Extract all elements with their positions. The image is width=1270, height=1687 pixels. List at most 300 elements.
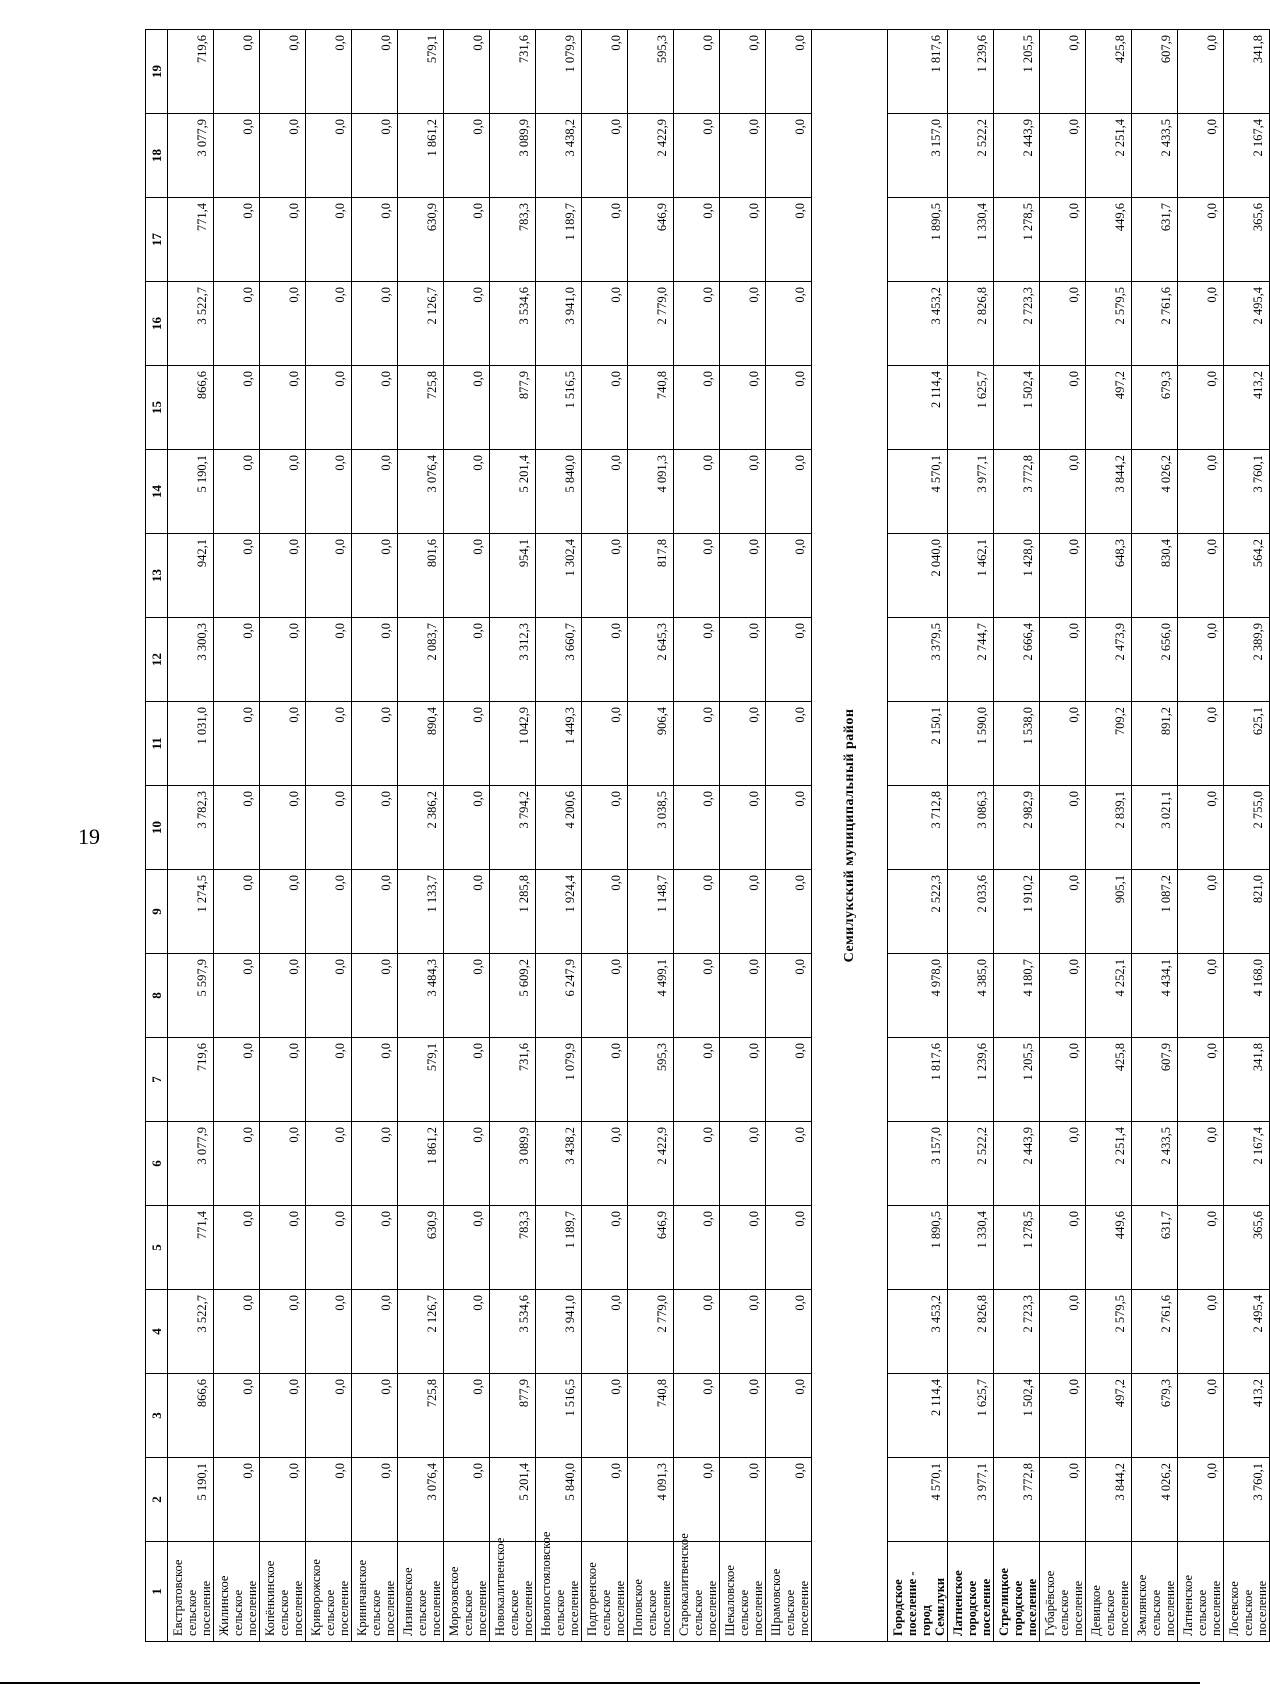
value-cell-col-19: 0,0: [1178, 30, 1224, 114]
settlement-name: Стрелицкое городское поселение: [994, 1542, 1040, 1642]
value-cell-col-7: 731,6: [490, 1038, 536, 1122]
table-row: [948, 30, 994, 1642]
value-cell-col-16: 0,0: [214, 282, 260, 366]
value-cell-col-5: 0,0: [720, 1206, 766, 1290]
value-cell-col-18: 3 089,9: [490, 114, 536, 198]
column-header-16: 16: [146, 282, 168, 366]
value-cell-col-15: 0,0: [352, 366, 398, 450]
value-cell-col-5: 0,0: [444, 1206, 490, 1290]
table-row: [1178, 30, 1224, 1642]
value-cell-col-6: 2 443,9: [994, 1122, 1040, 1206]
value-cell-col-8: 4 385,0: [948, 954, 994, 1038]
value-cell-col-15: 1 516,5: [536, 366, 582, 450]
value-cell-col-8: 5 597,9: [168, 954, 214, 1038]
table-row: [1040, 30, 1086, 1642]
value-cell-col-11: 0,0: [1040, 702, 1086, 786]
value-cell-col-19: 607,9: [1132, 30, 1178, 114]
value-cell-col-12: 2 744,7: [948, 618, 994, 702]
settlement-name: Губарёвское сельское поселение: [1040, 1542, 1086, 1642]
value-cell-col-17: 0,0: [674, 198, 720, 282]
value-cell-col-6: 2 251,4: [1086, 1122, 1132, 1206]
value-cell-col-4: 3 522,7: [168, 1290, 214, 1374]
value-cell-col-13: 0,0: [306, 534, 352, 618]
value-cell-col-11: 0,0: [674, 702, 720, 786]
value-cell-col-11: 890,4: [398, 702, 444, 786]
value-cell-col-14: 0,0: [582, 450, 628, 534]
value-cell-col-2: 0,0: [306, 1458, 352, 1542]
value-cell-col-5: 365,6: [1224, 1206, 1270, 1290]
table-row: [1224, 30, 1270, 1642]
value-cell-col-16: 0,0: [1040, 282, 1086, 366]
value-cell-col-14: 0,0: [214, 450, 260, 534]
value-cell-col-15: 0,0: [306, 366, 352, 450]
value-cell-col-5: 0,0: [1040, 1206, 1086, 1290]
value-cell-col-16: 0,0: [352, 282, 398, 366]
value-cell-col-17: 0,0: [260, 198, 306, 282]
value-cell-col-2: 0,0: [214, 1458, 260, 1542]
value-cell-col-15: 0,0: [1178, 366, 1224, 450]
column-header-11: 11: [146, 702, 168, 786]
value-cell-col-11: 1 449,3: [536, 702, 582, 786]
value-cell-col-7: 719,6: [168, 1038, 214, 1122]
value-cell-col-15: 497,2: [1086, 366, 1132, 450]
value-cell-col-16: 3 941,0: [536, 282, 582, 366]
table-row: [444, 30, 490, 1642]
value-cell-col-16: 2 579,5: [1086, 282, 1132, 366]
value-cell-col-9: 1 910,2: [994, 870, 1040, 954]
value-cell-col-5: 0,0: [260, 1206, 306, 1290]
value-cell-col-6: 0,0: [214, 1122, 260, 1206]
value-cell-col-2: 0,0: [444, 1458, 490, 1542]
value-cell-col-13: 2 040,0: [888, 534, 948, 618]
settlement-name: Новокалитвенское сельское поселение: [490, 1542, 536, 1642]
value-cell-col-19: 731,6: [490, 30, 536, 114]
value-cell-col-9: 1 274,5: [168, 870, 214, 954]
value-cell-col-18: 0,0: [214, 114, 260, 198]
value-cell-col-6: 0,0: [766, 1122, 812, 1206]
value-cell-col-14: 0,0: [444, 450, 490, 534]
value-cell-col-11: 0,0: [444, 702, 490, 786]
value-cell-col-17: 0,0: [306, 198, 352, 282]
value-cell-col-2: 3 844,2: [1086, 1458, 1132, 1542]
settlement-name: Новопостояловское сельское поселение: [536, 1542, 582, 1642]
value-cell-col-10: 3 794,2: [490, 786, 536, 870]
table-body: [168, 30, 1270, 1642]
value-cell-col-6: 3 077,9: [168, 1122, 214, 1206]
value-cell-col-12: 2 389,9: [1224, 618, 1270, 702]
value-cell-col-18: 1 861,2: [398, 114, 444, 198]
value-cell-col-14: 0,0: [260, 450, 306, 534]
value-cell-col-16: 0,0: [766, 282, 812, 366]
value-cell-col-19: 0,0: [214, 30, 260, 114]
settlement-name: Городское поселение - город Семилуки: [888, 1542, 948, 1642]
value-cell-col-10: 4 200,6: [536, 786, 582, 870]
value-cell-col-10: 0,0: [260, 786, 306, 870]
value-cell-col-13: 0,0: [1040, 534, 1086, 618]
value-cell-col-8: 0,0: [766, 954, 812, 1038]
value-cell-col-6: 0,0: [582, 1122, 628, 1206]
value-cell-col-18: 2 522,2: [948, 114, 994, 198]
value-cell-col-4: 0,0: [674, 1290, 720, 1374]
value-cell-col-6: 0,0: [1178, 1122, 1224, 1206]
value-cell-col-3: 0,0: [444, 1374, 490, 1458]
value-cell-col-8: 0,0: [720, 954, 766, 1038]
value-cell-col-4: 2 826,8: [948, 1290, 994, 1374]
value-cell-col-12: 0,0: [214, 618, 260, 702]
value-cell-col-8: 0,0: [260, 954, 306, 1038]
value-cell-col-15: 0,0: [260, 366, 306, 450]
table-container: [145, 30, 1269, 1642]
value-cell-col-19: 341,8: [1224, 30, 1270, 114]
value-cell-col-12: 0,0: [674, 618, 720, 702]
value-cell-col-12: 3 379,5: [888, 618, 948, 702]
value-cell-col-14: 4 570,1: [888, 450, 948, 534]
value-cell-col-17: 1 278,5: [994, 198, 1040, 282]
value-cell-col-5: 1 330,4: [948, 1206, 994, 1290]
value-cell-col-9: 0,0: [306, 870, 352, 954]
value-cell-col-18: 2 443,9: [994, 114, 1040, 198]
value-cell-col-3: 0,0: [260, 1374, 306, 1458]
value-cell-col-9: 2 522,3: [888, 870, 948, 954]
rotated-table-frame: [145, 30, 1269, 1642]
value-cell-col-15: 0,0: [444, 366, 490, 450]
value-cell-col-8: 0,0: [1040, 954, 1086, 1038]
value-cell-col-15: 413,2: [1224, 366, 1270, 450]
value-cell-col-4: 0,0: [214, 1290, 260, 1374]
value-cell-col-4: 2 126,7: [398, 1290, 444, 1374]
value-cell-col-19: 0,0: [766, 30, 812, 114]
value-cell-col-16: 0,0: [306, 282, 352, 366]
value-cell-col-12: 2 656,0: [1132, 618, 1178, 702]
value-cell-col-9: 0,0: [1040, 870, 1086, 954]
value-cell-col-4: 2 579,5: [1086, 1290, 1132, 1374]
value-cell-col-15: 0,0: [582, 366, 628, 450]
value-cell-col-13: 817,8: [628, 534, 674, 618]
value-cell-col-4: 0,0: [260, 1290, 306, 1374]
table-row: [994, 30, 1040, 1642]
value-cell-col-15: 725,8: [398, 366, 444, 450]
value-cell-col-8: 5 609,2: [490, 954, 536, 1038]
value-cell-col-5: 1 890,5: [888, 1206, 948, 1290]
settlement-name: Морозовское сельское поселение: [444, 1542, 490, 1642]
value-cell-col-17: 1 189,7: [536, 198, 582, 282]
value-cell-col-18: 3 157,0: [888, 114, 948, 198]
value-cell-col-15: 0,0: [766, 366, 812, 450]
value-cell-col-14: 0,0: [306, 450, 352, 534]
value-cell-col-4: 0,0: [1178, 1290, 1224, 1374]
value-cell-col-7: 1 205,5: [994, 1038, 1040, 1122]
table-row: [628, 30, 674, 1642]
value-cell-col-13: 942,1: [168, 534, 214, 618]
value-cell-col-5: 631,7: [1132, 1206, 1178, 1290]
settlement-name: Шрамовское сельское поселение: [766, 1542, 812, 1642]
value-cell-col-15: 2 114,4: [888, 366, 948, 450]
value-cell-col-16: 2 126,7: [398, 282, 444, 366]
value-cell-col-6: 1 861,2: [398, 1122, 444, 1206]
value-cell-col-8: 0,0: [444, 954, 490, 1038]
value-cell-col-9: 0,0: [352, 870, 398, 954]
value-cell-col-11: 1 590,0: [948, 702, 994, 786]
table-row: [168, 30, 214, 1642]
table-row: [306, 30, 352, 1642]
column-header-14: 14: [146, 450, 168, 534]
value-cell-col-3: 0,0: [306, 1374, 352, 1458]
value-cell-col-7: 0,0: [352, 1038, 398, 1122]
value-cell-col-13: 0,0: [674, 534, 720, 618]
value-cell-col-8: 4 978,0: [888, 954, 948, 1038]
value-cell-col-2: 3 076,4: [398, 1458, 444, 1542]
value-cell-col-6: 0,0: [720, 1122, 766, 1206]
value-cell-col-4: 0,0: [352, 1290, 398, 1374]
settlement-name: Лизиновское сельское поселение: [398, 1542, 444, 1642]
value-cell-col-18: 0,0: [766, 114, 812, 198]
value-cell-col-19: 0,0: [582, 30, 628, 114]
value-cell-col-12: 0,0: [720, 618, 766, 702]
column-header-6: 6: [146, 1122, 168, 1206]
table-row: [1132, 30, 1178, 1642]
value-cell-col-11: 0,0: [214, 702, 260, 786]
value-cell-col-10: 3 712,8: [888, 786, 948, 870]
value-cell-col-17: 630,9: [398, 198, 444, 282]
value-cell-col-6: 3 089,9: [490, 1122, 536, 1206]
value-cell-col-19: 1 205,5: [994, 30, 1040, 114]
value-cell-col-19: 719,6: [168, 30, 214, 114]
value-cell-col-8: 0,0: [1178, 954, 1224, 1038]
value-cell-col-13: 0,0: [352, 534, 398, 618]
table-row: [888, 30, 948, 1642]
value-cell-col-2: 4 091,3: [628, 1458, 674, 1542]
value-cell-col-18: 2 433,5: [1132, 114, 1178, 198]
value-cell-col-10: 2 755,0: [1224, 786, 1270, 870]
value-cell-col-19: 0,0: [1040, 30, 1086, 114]
value-cell-col-19: 595,3: [628, 30, 674, 114]
value-cell-col-10: 0,0: [674, 786, 720, 870]
value-cell-col-4: 2 723,3: [994, 1290, 1040, 1374]
value-cell-col-8: 0,0: [352, 954, 398, 1038]
value-cell-col-9: 1 087,2: [1132, 870, 1178, 954]
value-cell-col-9: 1 148,7: [628, 870, 674, 954]
value-cell-col-11: 709,2: [1086, 702, 1132, 786]
value-cell-col-11: 0,0: [1178, 702, 1224, 786]
value-cell-col-16: 2 495,4: [1224, 282, 1270, 366]
value-cell-col-10: 0,0: [352, 786, 398, 870]
value-cell-col-3: 0,0: [674, 1374, 720, 1458]
value-cell-col-17: 0,0: [766, 198, 812, 282]
value-cell-col-7: 1 817,6: [888, 1038, 948, 1122]
header-row: [146, 30, 168, 1642]
value-cell-col-13: 0,0: [766, 534, 812, 618]
settlement-name: Девицкое сельское поселение: [1086, 1542, 1132, 1642]
value-cell-col-5: 0,0: [582, 1206, 628, 1290]
value-cell-col-3: 0,0: [1040, 1374, 1086, 1458]
value-cell-col-2: 3 977,1: [948, 1458, 994, 1542]
value-cell-col-11: 0,0: [720, 702, 766, 786]
value-cell-col-9: 0,0: [582, 870, 628, 954]
value-cell-col-5: 0,0: [352, 1206, 398, 1290]
value-cell-col-3: 679,3: [1132, 1374, 1178, 1458]
value-cell-col-15: 0,0: [720, 366, 766, 450]
value-cell-col-12: 2 645,3: [628, 618, 674, 702]
value-cell-col-13: 0,0: [260, 534, 306, 618]
value-cell-col-8: 4 252,1: [1086, 954, 1132, 1038]
value-cell-col-8: 3 484,3: [398, 954, 444, 1038]
value-cell-col-15: 1 502,4: [994, 366, 1040, 450]
settlement-name: Криворожское сельское поселение: [306, 1542, 352, 1642]
value-cell-col-19: 0,0: [260, 30, 306, 114]
value-cell-col-4: 2 779,0: [628, 1290, 674, 1374]
value-cell-col-12: 2 083,7: [398, 618, 444, 702]
value-cell-col-14: 4 026,2: [1132, 450, 1178, 534]
value-cell-col-7: 0,0: [306, 1038, 352, 1122]
value-cell-col-12: 0,0: [1040, 618, 1086, 702]
value-cell-col-12: 3 300,3: [168, 618, 214, 702]
value-cell-col-9: 1 133,7: [398, 870, 444, 954]
value-cell-col-4: 3 453,2: [888, 1290, 948, 1374]
table-row: [398, 30, 444, 1642]
value-cell-col-18: 3 438,2: [536, 114, 582, 198]
table-row: [674, 30, 720, 1642]
value-cell-col-2: 0,0: [1040, 1458, 1086, 1542]
value-cell-col-19: 0,0: [720, 30, 766, 114]
value-cell-col-7: 1 079,9: [536, 1038, 582, 1122]
value-cell-col-14: 3 977,1: [948, 450, 994, 534]
value-cell-col-7: 607,9: [1132, 1038, 1178, 1122]
value-cell-col-6: 3 438,2: [536, 1122, 582, 1206]
table-row: [582, 30, 628, 1642]
page-bottom-rule: [0, 1682, 1200, 1684]
value-cell-col-14: 0,0: [352, 450, 398, 534]
value-cell-col-4: 3 534,6: [490, 1290, 536, 1374]
value-cell-col-5: 1 278,5: [994, 1206, 1040, 1290]
value-cell-col-13: 830,4: [1132, 534, 1178, 618]
value-cell-col-5: 1 189,7: [536, 1206, 582, 1290]
value-cell-col-5: 783,3: [490, 1206, 536, 1290]
value-cell-col-3: 725,8: [398, 1374, 444, 1458]
value-cell-col-7: 0,0: [1040, 1038, 1086, 1122]
column-header-12: 12: [146, 618, 168, 702]
value-cell-col-2: 0,0: [352, 1458, 398, 1542]
value-cell-col-10: 0,0: [1178, 786, 1224, 870]
value-cell-col-12: 0,0: [766, 618, 812, 702]
value-cell-col-16: 0,0: [260, 282, 306, 366]
value-cell-col-17: 449,6: [1086, 198, 1132, 282]
value-cell-col-3: 413,2: [1224, 1374, 1270, 1458]
value-cell-col-19: 1 079,9: [536, 30, 582, 114]
value-cell-col-3: 1 625,7: [948, 1374, 994, 1458]
value-cell-col-9: 1 285,8: [490, 870, 536, 954]
value-cell-col-14: 3 844,2: [1086, 450, 1132, 534]
value-cell-col-13: 1 428,0: [994, 534, 1040, 618]
value-cell-col-10: 2 982,9: [994, 786, 1040, 870]
value-cell-col-19: 425,8: [1086, 30, 1132, 114]
value-cell-col-12: 3 312,3: [490, 618, 536, 702]
value-cell-col-17: 0,0: [444, 198, 490, 282]
value-cell-col-3: 0,0: [352, 1374, 398, 1458]
value-cell-col-12: 3 660,7: [536, 618, 582, 702]
value-cell-col-17: 0,0: [1178, 198, 1224, 282]
value-cell-col-8: 4 499,1: [628, 954, 674, 1038]
value-cell-col-7: 0,0: [260, 1038, 306, 1122]
value-cell-col-3: 740,8: [628, 1374, 674, 1458]
value-cell-col-15: 740,8: [628, 366, 674, 450]
value-cell-col-17: 0,0: [214, 198, 260, 282]
value-cell-col-8: 0,0: [214, 954, 260, 1038]
value-cell-col-2: 0,0: [1178, 1458, 1224, 1542]
value-cell-col-9: 821,0: [1224, 870, 1270, 954]
value-cell-col-5: 449,6: [1086, 1206, 1132, 1290]
column-header-7: 7: [146, 1038, 168, 1122]
value-cell-col-15: 0,0: [674, 366, 720, 450]
column-header-18: 18: [146, 114, 168, 198]
value-cell-col-8: 0,0: [582, 954, 628, 1038]
settlement-name: Старокалитвенское сельское поселение: [674, 1542, 720, 1642]
value-cell-col-17: 1 890,5: [888, 198, 948, 282]
value-cell-col-12: 0,0: [444, 618, 490, 702]
value-cell-col-4: 2 495,4: [1224, 1290, 1270, 1374]
value-cell-col-9: 1 924,4: [536, 870, 582, 954]
value-cell-col-17: 0,0: [352, 198, 398, 282]
value-cell-col-6: 0,0: [444, 1122, 490, 1206]
value-cell-col-10: 0,0: [582, 786, 628, 870]
value-cell-col-15: 0,0: [214, 366, 260, 450]
value-cell-col-10: 0,0: [306, 786, 352, 870]
value-cell-col-9: 0,0: [214, 870, 260, 954]
column-header-19: 19: [146, 30, 168, 114]
settlement-name: Шекаловское сельское поселение: [720, 1542, 766, 1642]
value-cell-col-12: 0,0: [306, 618, 352, 702]
section-title: Семилукский муниципальный район: [812, 30, 888, 1642]
table-row: [720, 30, 766, 1642]
value-cell-col-15: 1 625,7: [948, 366, 994, 450]
value-cell-col-16: 3 453,2: [888, 282, 948, 366]
value-cell-col-11: 625,1: [1224, 702, 1270, 786]
value-cell-col-7: 0,0: [674, 1038, 720, 1122]
settlement-name: Подгоренское сельское поселение: [582, 1542, 628, 1642]
value-cell-col-4: 0,0: [444, 1290, 490, 1374]
value-cell-col-14: 5 840,0: [536, 450, 582, 534]
value-cell-col-5: 771,4: [168, 1206, 214, 1290]
value-cell-col-2: 3 760,1: [1224, 1458, 1270, 1542]
value-cell-col-6: 2 522,2: [948, 1122, 994, 1206]
value-cell-col-16: 2 826,8: [948, 282, 994, 366]
settlement-name: Лосевское сельское поселение: [1224, 1542, 1270, 1642]
value-cell-col-13: 0,0: [444, 534, 490, 618]
value-cell-col-10: 3 038,5: [628, 786, 674, 870]
value-cell-col-14: 0,0: [766, 450, 812, 534]
column-header-13: 13: [146, 534, 168, 618]
column-header-10: 10: [146, 786, 168, 870]
value-cell-col-5: 630,9: [398, 1206, 444, 1290]
value-cell-col-13: 954,1: [490, 534, 536, 618]
value-cell-col-5: 0,0: [214, 1206, 260, 1290]
value-cell-col-7: 1 239,6: [948, 1038, 994, 1122]
page-number: 19: [78, 824, 100, 849]
value-cell-col-2: 0,0: [720, 1458, 766, 1542]
value-cell-col-8: 6 247,9: [536, 954, 582, 1038]
value-cell-col-10: 0,0: [214, 786, 260, 870]
value-cell-col-8: 4 168,0: [1224, 954, 1270, 1038]
value-cell-col-17: 646,9: [628, 198, 674, 282]
value-cell-col-7: 0,0: [582, 1038, 628, 1122]
value-cell-col-12: 2 473,9: [1086, 618, 1132, 702]
value-cell-col-3: 0,0: [766, 1374, 812, 1458]
table-row: [1086, 30, 1132, 1642]
value-cell-col-19: 1 817,6: [888, 30, 948, 114]
value-cell-col-16: 0,0: [674, 282, 720, 366]
column-header-1: 1: [146, 1542, 168, 1642]
value-cell-col-11: 0,0: [582, 702, 628, 786]
value-cell-col-19: 0,0: [674, 30, 720, 114]
